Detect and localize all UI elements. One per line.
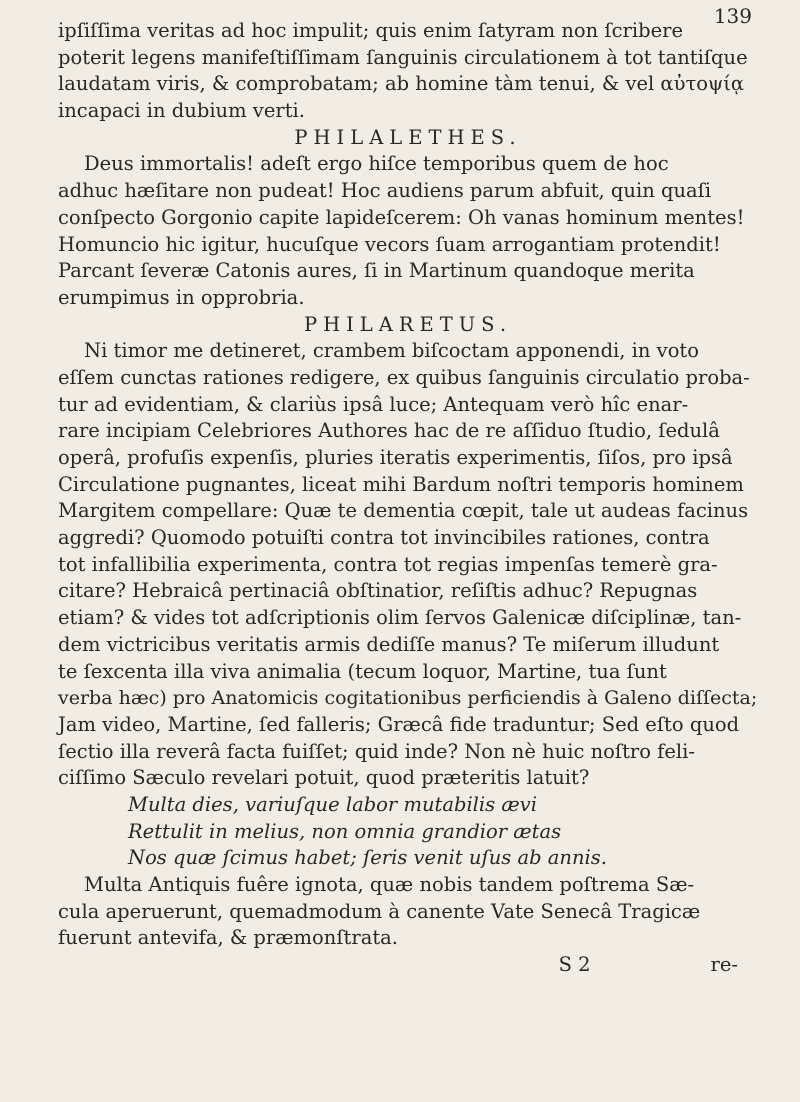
text-line: rare incipiam Celebriores Authores hac de re aſſiduo ſtudio, ſedulâ bbox=[58, 419, 720, 443]
catchword: re- bbox=[710, 953, 738, 977]
text-line: erumpimus in opprobria. bbox=[58, 285, 305, 309]
text-line: laudatam viris, & comprobatam; ab homine tàm tenui, & vel αὐτοψίᾳ bbox=[58, 72, 745, 96]
text-line: Parcant ſeveræ Catonis aures, ſi in Martinum quandoque merita bbox=[58, 259, 695, 283]
text-line: Circulatione pugnantes, liceat mihi Bardum noſtri temporis hominem bbox=[58, 472, 744, 496]
text-line: citare? Hebraicâ pertinaciâ obſtinatior, reſiſtis adhuc? Repugnas bbox=[58, 579, 698, 603]
text-line: Ni timor me detineret, crambem biſcoctam apponendi, in voto bbox=[84, 339, 700, 363]
text-line: incapaci in dubium verti. bbox=[58, 99, 305, 123]
text-line: ciſſimo Sæculo revelari potuit, quod præteritis latuit? bbox=[58, 766, 590, 790]
text-line: adhuc hæſitare non pudeat! Hoc audiens parum abfuit, quin quaſi bbox=[58, 179, 712, 203]
text-line: operâ, profuſis expenſis, pluries iteratis experimentis, ſiſos, pro ipsâ bbox=[58, 446, 733, 469]
text-line: tot infallibilia experimenta, contra tot regias impenſas temerè gra- bbox=[58, 552, 718, 576]
text-line: ſectio illa reverâ facta fuiſſet; quid inde? Non nè huic noſtro feli- bbox=[58, 739, 695, 763]
text-line: Margitem compellare: Quæ te dementia cœpit, tale ut audeas facinus bbox=[58, 499, 749, 523]
text-line: ipſiſſima veritas ad hoc impulit; quis enim ſatyram non ſcribere bbox=[58, 19, 683, 42]
text-line: Deus immortalis! adeſt ergo hiſce temporibus quem de hoc bbox=[84, 152, 669, 176]
text-line: te ſexcenta illa viva animalia (tecum loquor, Martine, tua ſunt bbox=[58, 659, 667, 683]
speaker-heading: PHILARETUS. bbox=[303, 312, 513, 336]
verse-line: Rettulit in melius, non omnia grandior ætas bbox=[128, 819, 562, 843]
text-line: conſpecto Gorgonio capite lapideſcerem: Oh vanas hominum mentes! bbox=[58, 205, 745, 229]
page-number: 139 bbox=[713, 4, 752, 28]
text-line: cula aperuerunt, quemadmodum à canente Vate Senecâ Tragicæ bbox=[58, 899, 701, 923]
text-line: Jam video, Martine, ſed falleris; Græcâ fide traduntur; Sed eſto quod bbox=[58, 712, 740, 736]
text-line: Homuncio hic igitur, hucuſque vecors ſuam arrogantiam protendit! bbox=[58, 232, 721, 256]
text-line: aggredi? Quomodo potuiſti contra tot invincibiles rationes, contra bbox=[58, 526, 710, 550]
text-line: dem victricibus veritatis armis dediſſe manus? Te miſerum illudunt bbox=[58, 632, 720, 656]
text-line: fuerunt antevifa, & præmonſtrata. bbox=[58, 926, 398, 950]
text-line: Multa Antiquis fuêre ignota, quæ nobis tandem poſtrema Sæ- bbox=[84, 873, 695, 896]
text-line: poterit legens manifeſtiſſimam ſanguinis circulationem à tot tantiſque bbox=[58, 45, 748, 69]
body-text bbox=[58, 18, 758, 979]
text-line: etiam? & vides tot adſcriptionis olim ſervos Galenicæ diſciplinæ, tan- bbox=[58, 606, 742, 630]
verse-line: Multa dies, variuſque labor mutabilis ævi bbox=[128, 792, 537, 816]
text-line: tur ad evidentiam, & clariùs ipsâ luce; Antequam verò hîc enar- bbox=[58, 392, 689, 416]
speaker-heading: PHILALETHES. bbox=[294, 125, 522, 149]
footer-line bbox=[58, 952, 758, 979]
verse-line: Nos quæ ſcimus habet; ſeris venit uſus ab annis. bbox=[128, 846, 607, 870]
text-line: eſſem cunctas rationes redigere, ex quibus ſanguinis circulatio proba- bbox=[58, 365, 750, 389]
text-line: verba hæc) pro Anatomicis cogitationibus perficiendis à Galeno diſſecta; bbox=[58, 687, 758, 710]
signature-mark: S 2 bbox=[558, 953, 591, 977]
